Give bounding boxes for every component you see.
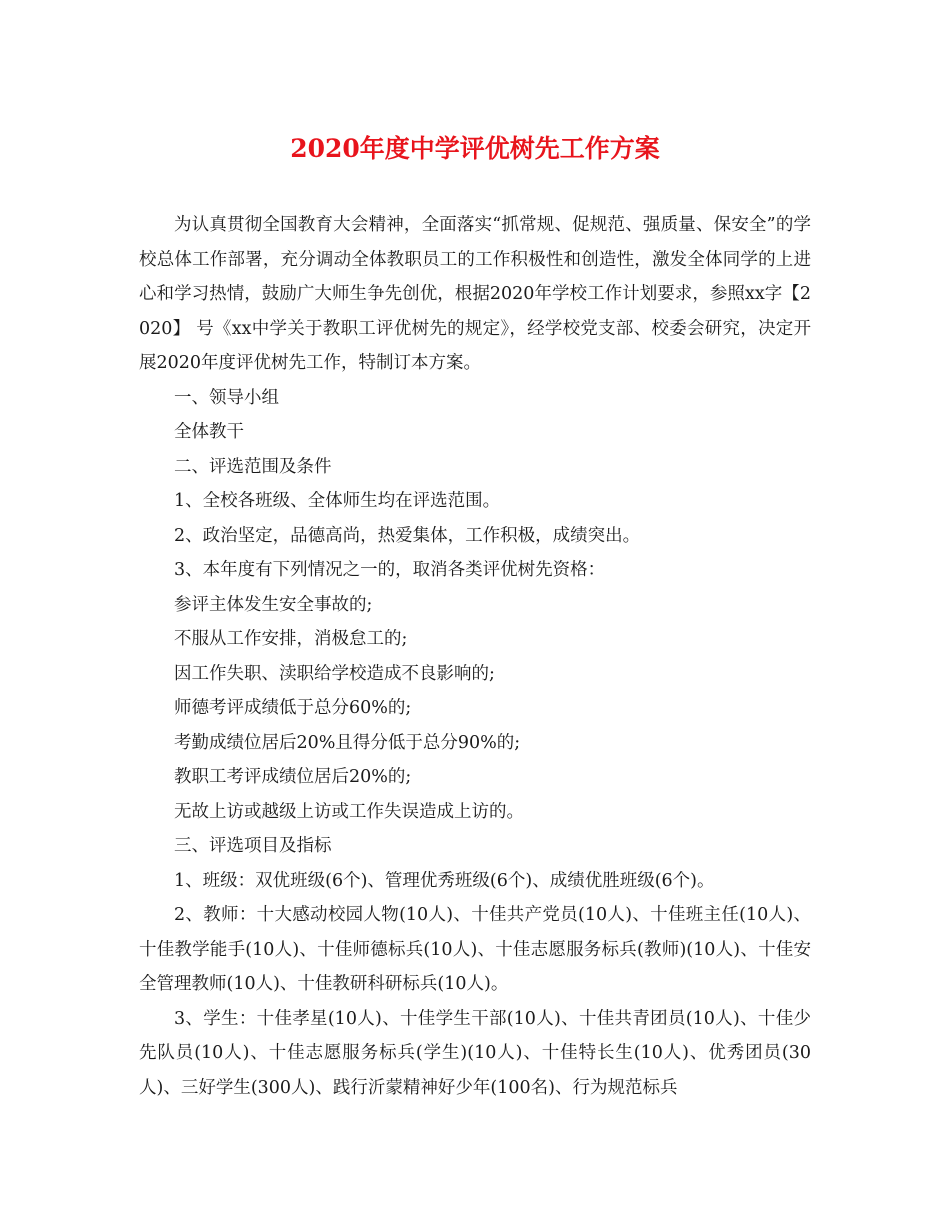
scope-item-3: 3、本年度有下列情况之一的，取消各类评优树先资格： bbox=[174, 560, 606, 580]
disqualify-item: 无故上访或越级上访或工作失误造成上访的。 bbox=[174, 801, 524, 822]
section-heading-scope: 二、评选范围及条件 bbox=[174, 456, 332, 477]
disqualify-item: 教职工考评成绩位居后20%的; bbox=[174, 767, 412, 787]
intro-paragraph: 为认真贯彻全国教育大会精神，全面落实“抓常规、促规范、强质量、保安全”的学校总体工作部署，充分调动全体教职员工的工作积极性和创造性，激发全体同学的上进心和学习热情，鼓励广大师生争先创优，根据2020年学校工作计划要求，参照xx字【2020】 号《xx中学关于教职工评优树先的规定》，经学校党支部、校委会研究，决定开展2020年度评优树先工作，特制订本方案。 bbox=[139, 215, 811, 373]
awards-classes: 1、班级：双优班级(6个)、管理优秀班级(6个)、成绩优胜班级(6个)。 bbox=[174, 870, 715, 891]
disqualify-item: 不服从工作安排，消极怠工的; bbox=[174, 629, 408, 649]
disqualify-item: 因工作失职、渎职给学校造成不良影响的; bbox=[174, 663, 495, 684]
disqualify-item: 考勤成绩位居后20%且得分低于总分90%的; bbox=[174, 732, 521, 753]
disqualify-item: 参评主体发生安全事故的; bbox=[174, 594, 373, 615]
scope-item-1: 1、全校各班级、全体师生均在评选范围。 bbox=[174, 491, 501, 511]
scope-item-2: 2、政治坚定，品德高尚，热爱集体，工作积极，成绩突出。 bbox=[174, 525, 641, 546]
leadership-members: 全体教干 bbox=[174, 422, 244, 442]
document-title: 2020年度中学评优树先工作方案 bbox=[290, 134, 660, 163]
awards-teachers: 2、教师：十大感动校园人物(10人)、十佳共产党员(10人)、十佳班主任(10人)、十佳教学能手(10人)、十佳师德标兵(10人)、十佳志愿服务标兵(教师)(10人)、十佳安全管理教师(10人)、十佳教研科研标兵(10人)。 bbox=[139, 905, 811, 994]
section-heading-leadership: 一、领导小组 bbox=[174, 387, 279, 408]
disqualify-item: 师德考评成绩低于总分60%的; bbox=[174, 698, 412, 718]
section-heading-awards: 三、评选项目及指标 bbox=[174, 836, 332, 856]
awards-students: 3、学生：十佳孝星(10人)、十佳学生干部(10人)、十佳共青团员(10人)、十佳少先队员(10人)、十佳志愿服务标兵(学生)(10人)、十佳特长生(10人)、优秀团员(30人)、三好学生(300人)、践行沂蒙精神好少年(100名)、行为规范标兵 bbox=[139, 1008, 811, 1098]
document-body bbox=[139, 208, 811, 1105]
